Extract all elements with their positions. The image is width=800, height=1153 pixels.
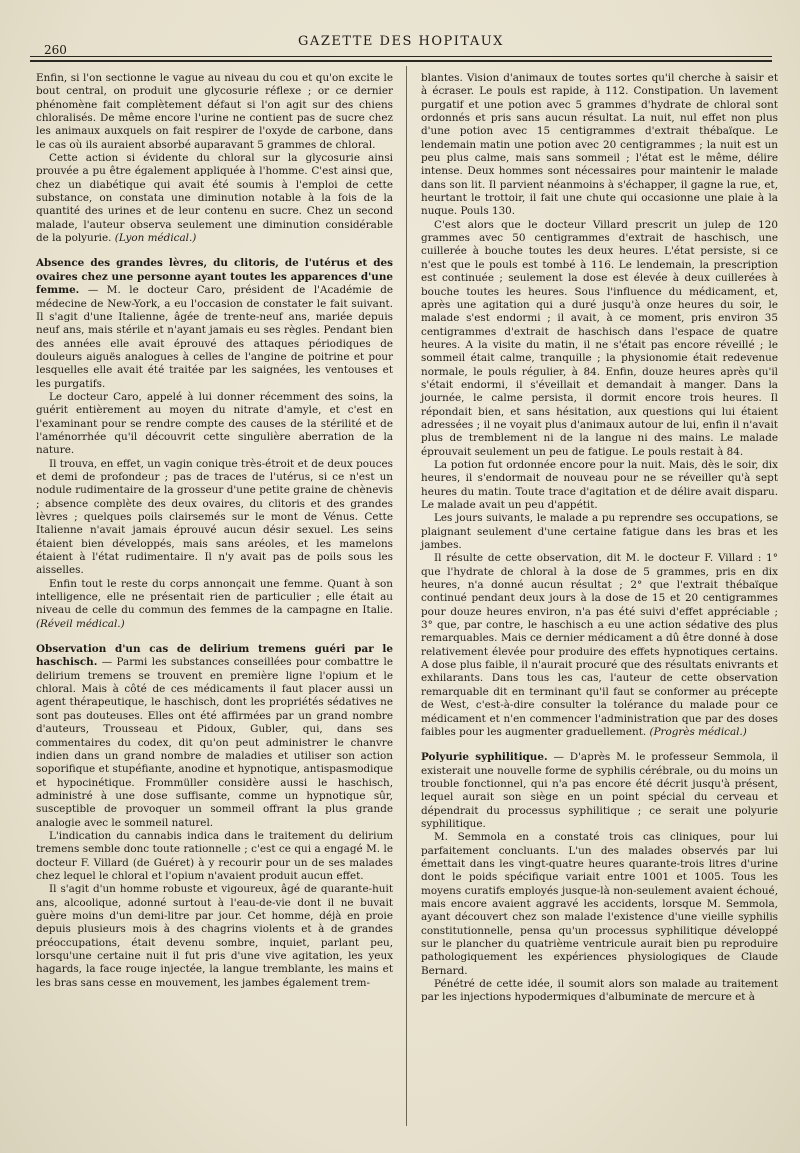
paragraph: Le docteur Caro, appelé à lui donner récemment des soins, la guérit entièrement au moyen du nitrate d'amyle, et c'est en l'examinant pour se rendre compte des causes de la stérilité et de l'aménorrhée qu'il découvrit cette singulière aberration de la nature. — [36, 390, 393, 457]
paragraph: Il s'agit d'un homme robuste et vigoureux, âgé de quarante-huit ans, alcoolique, adonné surtout à l'eau-de-vie dont il ne buvait guère moins d'un demi-litre par jour. Cet homme, déjà en proie depuis plusieurs mois à des chagrins violents et à de grandes préoccupations, était devenu sombre, inquiet, parlant peu, lorsqu'une certaine nuit il fut pris d'une vive agitation, les yeux hagards, la face rouge injectée, la langue tremblante, les mains et les bras sans cesse en mouvement, les jambes également trem- — [36, 883, 393, 989]
header-rule — [30, 56, 772, 57]
paragraph: Pénétré de cette idée, il soumit alors son malade au traitement par les injections hypodermiques d'albuminate de mercure et à — [421, 978, 778, 1004]
right-column — [421, 72, 778, 1005]
paragraph: Cette action si évidente du chloral sur la glycosurie ainsi prouvée a pu être également appliquée à l'homme. C'est ainsi que, chez un diabétique qui avait été soumis à l'emploi de cette substance, on constata une diminution notable à la fois de la quantité des urines et de leur contenu en sucre. Chez un second malade, l'auteur observa seulement une diminution considérable de la polyurie. (Lyon médical.) — [36, 152, 393, 245]
paragraph: M. Semmola en a constaté trois cas cliniques, pour lui parfaitement concluants. L'un des malades observés par lui émettait dans les vingt-quatre heures quarante-trois litres d'urine dont le poids spécifique variait entre 1001 et 1005. Tous les moyens curatifs employés jusque-là non-seulement avaient échoué, mais encore avaient aggravé les accidents, lorsque M. Semmola, ayant découvert chez son malade l'existence d'une vieille syphilis constitutionnelle, pensa qu'un processus syphilitique développé sur le plancher du quatrième ventricule aurait bien pu reproduire pathologiquement les expériences physiologiques de Claude Bernard. — [421, 831, 778, 977]
paragraph: Les jours suivants, le malade a pu reprendre ses occupations, se plaignant seulement d'une certaine fatigue dans les bras et les jambes. — [421, 512, 778, 552]
paragraph: Il trouva, en effet, un vagin conique très-étroit et de deux pouces et demi de profondeur ; pas de traces de l'utérus, si ce n'est un nodule rudimentaire de la grosseur d'une petite graine de chènevis ; absence complète des deux ovaires, du clitoris et des grandes lèvres ; quelques poils clairsemés sur le mont de Vénus. Cette Italienne n'avait jamais éprouvé aucun désir sexuel. Les seins étaient bien développés, mais sans aréoles, et les mamelons étaient à l'état rudimentaire. Il n'y avait pas de poils sous les aisselles. — [36, 457, 393, 577]
column-divider — [406, 66, 407, 1126]
paragraph: Enfin tout le reste du corps annonçait une femme. Quant à son intelligence, elle ne présentait rien de particulier ; elle était au niveau de celle du commun des femmes de la campagne en Italie. (Réveil médical.) — [36, 577, 393, 630]
source-citation: (Lyon médical.) — [114, 232, 197, 245]
article-polyurie: Polyurie syphilitique. — D'après M. le professeur Semmola, il existerait une nouvelle forme de syphilis cérébrale, ou du moins un trouble fonctionnel, qui n'a pas encore été décrit jusqu'à présent, lequel aurait son siège en un point spécial du cerveau et dépendrait du processus syphilitique ; ce serait une polyurie syphilitique. — [421, 751, 779, 830]
source-citation: (Réveil médical.) — [36, 617, 125, 630]
article-absence: Absence des grandes lèvres, du clitoris, de l'utérus et des ovaires chez une personne ayant toutes les apparences d'une femme. — M. le docteur Caro, président de l'Académie de médecine de New-York, a eu l'occasion de constater le fait suivant. Il s'agit d'une Italienne, âgée de trente-neuf ans, mariée depuis neuf ans, mais stérile et n'ayant jamais eu ses règles. Pendant bien des années elle avait éprouvé des attaques périodiques de douleurs aiguës analogues à celles de l'angine de poitrine et pour lesquelles elle avait été traitée par les saignées, les ventouses et les purgatifs. — [36, 257, 393, 390]
paragraph: Il résulte de cette observation, dit M. le docteur F. Villard : 1° que l'hydrate de chloral à la dose de 5 grammes, pris en dix heures, n'a donné aucun résultat ; 2° que l'extrait thébaïque continué pendant deux jours à la dose de 15 et 20 centigrammes pour douze heures environ, n'a pas été suivi d'effet appréciable ; 3° que, par contre, le haschisch a eu une action sédative des plus remarquables. Mais ce dernier médicament a dû être donné à dose relativement élevée pour produire des effets hypnotiques certains. A dose plus faible, il n'aurait procuré que des résultats enivrants et exhilarants. Dans tous les cas, l'auteur de cette observation remarquable dit en terminant qu'il faut se conformer au précepte de West, c'est-à-dire consulter la tolérance du malade pour ce médicament et n'en commencer l'administration que par des doses faibles pour les augmenter graduellement. (Progrès médical.) — [421, 552, 778, 738]
page-header — [30, 32, 772, 58]
article-delirium: Observation d'un cas de delirium tremens guéri par le haschisch. — Parmi les substances conseillées pour combattre le delirium tremens se trouvent en première ligne l'opium et le chloral. Mais à côté de ces médicaments il faut placer aussi un agent thérapeutique, le haschisch, dont les propriétés sédatives ne sont pas douteuses. Elles ont été affirmées par un grand nombre d'auteurs, Trousseau et Pidoux, Gubler, qui, dans ses commentaires du codex, dit qu'on peut administrer le chanvre indien dans un grand nombre de maladies et utiliser son action soporifique et stupéfiante, anodine et hypnotique, antispasmodique et hypocinétique. Frommüller considère aussi le haschisch, administré à une dose suffisante, comme un hypnotique sûr, susceptible de provoquer un sommeil offrant la plus grande analogie avec le sommeil naturel. — [36, 643, 393, 829]
paragraph: C'est alors que le docteur Villard prescrit un julep de 120 grammes avec 50 centigrammes d'extrait de haschisch, une cuillerée à bouche toutes les deux heures. L'état persiste, si ce n'est que le pouls est tombé à 116. Le lendemain, la prescription est continuée ; seulement la dose est élevée à deux cuillerées à bouche toutes les heures. Sous l'influence du médicament, et, après une agitation qui a duré jusqu'à onze heures du soir, le malade s'est endormi ; il avait, à ce moment, pris environ 35 centigrammes d'extrait de haschisch dans l'espace de quatre heures. A la visite du matin, il ne s'était pas encore réveillé ; le sommeil était calme, tranquille ; la physionomie était redevenue normale, le pouls régulier, à 84. Enfin, douze heures après qu'il s'était endormi, il s'éveillait et demandait à manger. Dans la journée, le calme persista, il dormit encore trois heures. Il répondait bien, et sans hésitation, aux questions qui lui étaient adressées ; il ne voyait plus d'animaux autour de lui, enfin il n'avait plus de tremblement ni de la langue ni des mains. Le malade éprouvait seulement un peu de fatigue. Le pouls restait à 84. — [421, 218, 778, 458]
paragraph: La potion fut ordonnée encore pour la nuit. Mais, dès le soir, dix heures, il s'endormait de nouveau pour ne se réveiller qu'à sept heures du matin. Toute trace d'agitation et de délire avait disparu. Le malade avait un peu d'appétit. — [421, 458, 778, 511]
paragraph: Enfin, si l'on sectionne le vague au niveau du cou et qu'on excite le bout central, on produit une glycosurie réflexe ; or ce dernier phénomène fait complètement défaut si l'on agit sur des chiens chloralisés. De même encore l'urine ne contient pas de sucre chez les animaux auxquels on fait respirer de l'oxyde de carbone, dans le cas où ils auraient absorbé auparavant 5 grammes de chloral. — [36, 72, 393, 151]
left-column — [36, 72, 393, 990]
paragraph: L'indication du cannabis indica dans le traitement du delirium tremens semble donc toute rationnelle ; c'est ce qui a engagé M. le docteur F. Villard (de Guéret) à y recourir pour un de ses malades chez lequel le chloral et l'opium n'avaient produit aucun effet. — [36, 829, 393, 882]
article-heading: Polyurie syphilitique. — [421, 751, 548, 764]
paragraph: blantes. Vision d'animaux de toutes sortes qu'il cherche à saisir et à écraser. Le pouls est rapide, à 112. Constipation. Un lavement purgatif et une potion avec 5 grammes d'hydrate de chloral sont ordonnés et pris sans aucun résultat. La nuit, nul effet non plus d'une potion avec 15 centigrammes d'extrait thébaïque. Le lendemain matin une potion avec 20 centigrammes ; la nuit est un peu plus calme, mais sans sommeil ; l'état est le même, délire intense. Deux hommes sont nécessaires pour maintenir le malade dans son lit. Il parvient néanmoins à s'échapper, il gagne la rue, et, heurtant le trottoir, il fait une chute qui occasionne une plaie à la nuque. Pouls 130. — [421, 72, 778, 218]
header-rule-thick — [30, 60, 772, 62]
article-heading: Absence des grandes lèvres, du clitoris, de l'utérus et des ovaires chez une personne ayant toutes les apparences d'une femme. — [36, 257, 393, 297]
page-number: 260 — [44, 43, 67, 57]
article-heading: Observation d'un cas de delirium tremens guéri par le haschisch. — [36, 643, 393, 669]
running-title: GAZETTE DES HOPITAUX — [298, 34, 504, 49]
source-citation: (Progrès médical.) — [649, 725, 747, 738]
